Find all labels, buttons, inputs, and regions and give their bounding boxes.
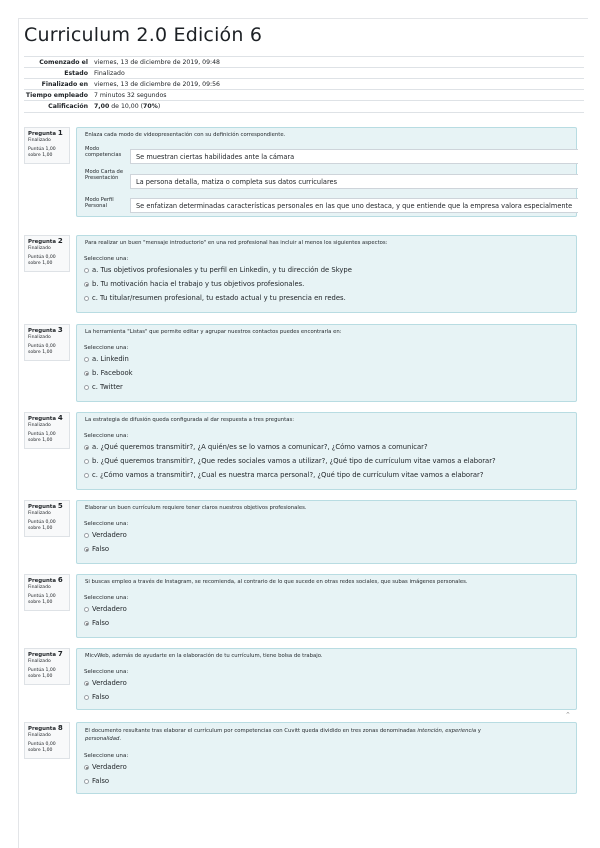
question-content [76, 500, 577, 564]
question-max: sobre 1,00 [28, 153, 53, 158]
answer-option[interactable] [84, 763, 127, 771]
question-text: MicvWeb, además de ayudarte en la elaboración de tu currículum, tiene bolsa de trabajo. [85, 653, 323, 659]
question-text-part: . [119, 736, 122, 742]
match-select[interactable]: Se muestran ciertas habilidades ante la cámara [130, 149, 578, 164]
question-info [24, 127, 70, 164]
option-label: a. Tus objetivos profesionales y tu perfil en Linkedin, y tu dirección de Skype [92, 266, 352, 274]
answer-option[interactable] [84, 355, 129, 363]
select-prompt: Seleccione una: [84, 669, 129, 675]
match-label: Modo Carta de Presentación [85, 169, 124, 182]
radio-button[interactable] [84, 459, 89, 464]
question-state: Finalizado [28, 733, 51, 738]
match-row [84, 146, 130, 158]
radio-button[interactable] [84, 385, 89, 390]
radio-button[interactable] [84, 296, 89, 301]
option-label: Verdadero [92, 531, 127, 539]
question-number: 2 [57, 237, 63, 245]
option-label: Falso [92, 545, 110, 553]
question-info [24, 574, 70, 611]
option-label: b. ¿Qué queremos transmitir?, ¿Que redes sociales vamos a utilizar?, ¿Qué tipo de currículum vitae vamos a elaborar? [92, 457, 496, 465]
option-label: Falso [92, 619, 110, 627]
question-state: Finalizado [28, 423, 51, 428]
question-max: sobre 1,00 [28, 600, 53, 605]
question-content [76, 648, 577, 710]
question-state: Finalizado [28, 335, 51, 340]
select-prompt: Seleccione una: [84, 595, 129, 601]
question-5 [24, 500, 577, 564]
grade-percent: 70% [143, 103, 158, 110]
answer-option[interactable] [84, 266, 352, 274]
question-text-italic: intención, experiencia [417, 728, 477, 734]
attempt-summary-table [24, 56, 584, 113]
radio-button[interactable] [84, 445, 89, 450]
match-row [84, 197, 130, 209]
match-row [84, 169, 130, 181]
summary-row-state [24, 67, 584, 78]
question-text: La herramienta "Listas" que permite editar y agrupar nuestros contactos puedes encontrarla en: [85, 329, 342, 335]
question-content [76, 722, 577, 794]
question-score: Puntúa 1,00 [28, 432, 56, 437]
question-label: Pregunta [28, 504, 57, 510]
summary-value: Finalizado [94, 69, 125, 77]
summary-label: Calificación [48, 103, 88, 110]
question-content [76, 324, 577, 402]
question-info [24, 648, 70, 685]
summary-row-started [24, 56, 584, 67]
option-label: c. Twitter [92, 383, 123, 391]
select-prompt: Seleccione una: [84, 753, 129, 759]
select-prompt: Seleccione una: [84, 433, 129, 439]
question-label: Pregunta [28, 578, 57, 584]
radio-button[interactable] [84, 681, 89, 686]
question-max: sobre 1,00 [28, 674, 53, 679]
answer-option[interactable] [84, 280, 304, 288]
summary-row-time [24, 89, 584, 100]
question-max: sobre 1,00 [28, 261, 53, 266]
match-select[interactable]: La persona detalla, matiza o completa sus datos curriculares [130, 174, 578, 189]
select-prompt: Seleccione una: [84, 256, 129, 262]
question-score: Puntúa 0,00 [28, 742, 56, 747]
answer-option[interactable] [84, 383, 123, 391]
question-number: 7 [57, 650, 63, 658]
answer-option[interactable] [84, 443, 428, 451]
radio-button[interactable] [84, 371, 89, 376]
question-number: 5 [57, 502, 63, 510]
option-label: b. Tu motivación hacia el trabajo y tus objetivos profesionales. [92, 280, 305, 288]
page-title: Curriculum 2.0 Edición 6 [24, 24, 263, 46]
answer-option[interactable] [84, 531, 127, 539]
option-label: Falso [92, 693, 110, 701]
select-prompt: Seleccione una: [84, 521, 129, 527]
option-label: a. Linkedin [92, 355, 129, 363]
option-label: Falso [92, 777, 110, 785]
option-label: b. Facebook [92, 369, 133, 377]
question-state: Finalizado [28, 659, 51, 664]
question-score: Puntúa 1,00 [28, 668, 56, 673]
question-4 [24, 412, 577, 490]
summary-row-grade [24, 100, 584, 113]
question-score: Puntúa 0,00 [28, 255, 56, 260]
radio-button[interactable] [84, 357, 89, 362]
question-text: Elaborar un buen currículum requiere tener claros nuestros objetivos profesionales. [85, 505, 307, 511]
question-info [24, 722, 70, 759]
question-info [24, 235, 70, 272]
scroll-up-icon[interactable]: ⌃ [565, 711, 571, 719]
question-content [76, 235, 577, 313]
answer-option[interactable] [84, 777, 109, 785]
question-3 [24, 324, 577, 402]
grade-close: ) [157, 103, 161, 110]
question-text: La estrategia de difusión queda configurada al dar respuesta a tres preguntas: [85, 417, 295, 423]
answer-option[interactable] [84, 693, 109, 701]
question-score: Puntúa 1,00 [28, 594, 56, 599]
question-info [24, 500, 70, 537]
summary-row-finished [24, 78, 584, 89]
answer-option[interactable] [84, 457, 496, 465]
question-max: sobre 1,00 [28, 526, 53, 531]
question-number: 4 [57, 414, 63, 422]
answer-option[interactable] [84, 679, 127, 687]
question-state: Finalizado [28, 246, 51, 251]
question-text: Enlaza cada modo de videopresentación con su definición correspondiente. [85, 132, 286, 138]
question-number: 1 [57, 129, 63, 137]
question-info [24, 412, 70, 449]
summary-value: viernes, 13 de diciembre de 2019, 09:48 [94, 58, 220, 66]
question-text-part: y [476, 728, 481, 734]
grade-score: 7,00 [94, 103, 110, 110]
summary-value: viernes, 13 de diciembre de 2019, 09:56 [94, 80, 220, 88]
question-score: Puntúa 1,00 [28, 147, 56, 152]
radio-button[interactable] [84, 282, 89, 287]
question-label: Pregunta [28, 726, 57, 732]
question-score: Puntúa 0,00 [28, 520, 56, 525]
radio-button[interactable] [84, 765, 89, 770]
question-number: 3 [57, 326, 63, 334]
question-max: sobre 1,00 [28, 350, 53, 355]
answer-option[interactable] [84, 545, 109, 553]
radio-button[interactable] [84, 268, 89, 273]
question-state: Finalizado [28, 138, 51, 143]
question-label: Pregunta [28, 652, 57, 658]
question-number: 6 [57, 576, 63, 584]
question-2 [24, 235, 577, 313]
question-text [85, 727, 481, 743]
radio-button[interactable] [84, 533, 89, 538]
question-content [76, 127, 577, 217]
radio-button[interactable] [84, 547, 89, 552]
summary-label: Finalizado en [41, 80, 88, 88]
summary-value: 7 minutos 32 segundos [94, 91, 167, 99]
question-text: Si buscas empleo a través de Instagram, se recomienda, al contrario de lo que sucede en otras redes sociales, que subas imágenes personales. [85, 579, 468, 585]
question-7 [24, 648, 577, 710]
radio-button[interactable] [84, 779, 89, 784]
question-text-part: El documento resultante tras elaborar el currículum por competencias con Cuvitt queda dividido en tres zonas denominadas [85, 728, 418, 734]
answer-option[interactable] [84, 294, 346, 302]
answer-option[interactable] [84, 605, 127, 613]
question-content [76, 574, 577, 638]
match-label: Modo competencias [85, 146, 122, 159]
option-label: c. Tu titular/resumen profesional, tu estado actual y tu presencia en redes. [92, 294, 346, 302]
question-label: Pregunta [28, 416, 57, 422]
answer-option[interactable] [84, 471, 483, 479]
radio-button[interactable] [84, 695, 89, 700]
question-max: sobre 1,00 [28, 438, 53, 443]
question-text: Para realizar un buen "mensaje introductorio" en una red profesional has incluir al menos los siguientes aspectos: [85, 240, 388, 246]
question-number: 8 [57, 724, 63, 732]
radio-button[interactable] [84, 607, 89, 612]
summary-value [92, 103, 160, 110]
radio-button[interactable] [84, 621, 89, 626]
summary-label: Tiempo empleado [25, 91, 88, 99]
question-text-italic: personalidad [85, 736, 120, 742]
grade-total: de 10,00 ( [109, 103, 144, 110]
summary-label: Comenzado el [39, 58, 88, 66]
select-prompt: Seleccione una: [84, 345, 129, 351]
option-label: c. ¿Cómo vamos a transmitir?, ¿Cual es nuestra marca personal?, ¿Qué tipo de currículum vitae vamos a elaborar? [92, 471, 484, 479]
question-label: Pregunta [28, 131, 57, 137]
question-state: Finalizado [28, 585, 51, 590]
option-label: Verdadero [92, 679, 127, 687]
option-label: a. ¿Qué queremos transmitir?, ¿A quién/es se lo vamos a comunicar?, ¿Cómo vamos a comunicar? [92, 443, 428, 451]
option-label: Verdadero [92, 763, 127, 771]
question-label: Pregunta [28, 328, 57, 334]
answer-option[interactable] [84, 369, 133, 377]
answer-option[interactable] [84, 619, 109, 627]
question-6 [24, 574, 577, 638]
question-info [24, 324, 70, 361]
question-label: Pregunta [28, 239, 57, 245]
radio-button[interactable] [84, 473, 89, 478]
question-content [76, 412, 577, 490]
question-state: Finalizado [28, 511, 51, 516]
question-score: Puntúa 0,00 [28, 344, 56, 349]
option-label: Verdadero [92, 605, 127, 613]
match-label: Modo Perfil Personal [85, 197, 114, 210]
question-8 [24, 722, 577, 794]
question-1 [24, 127, 577, 217]
match-select[interactable]: Se enfatizan determinadas características personales en las que uno destaca, y que entiende que la empresa valora especialmente [130, 198, 578, 213]
summary-label: Estado [64, 69, 88, 77]
question-max: sobre 1,00 [28, 748, 53, 753]
